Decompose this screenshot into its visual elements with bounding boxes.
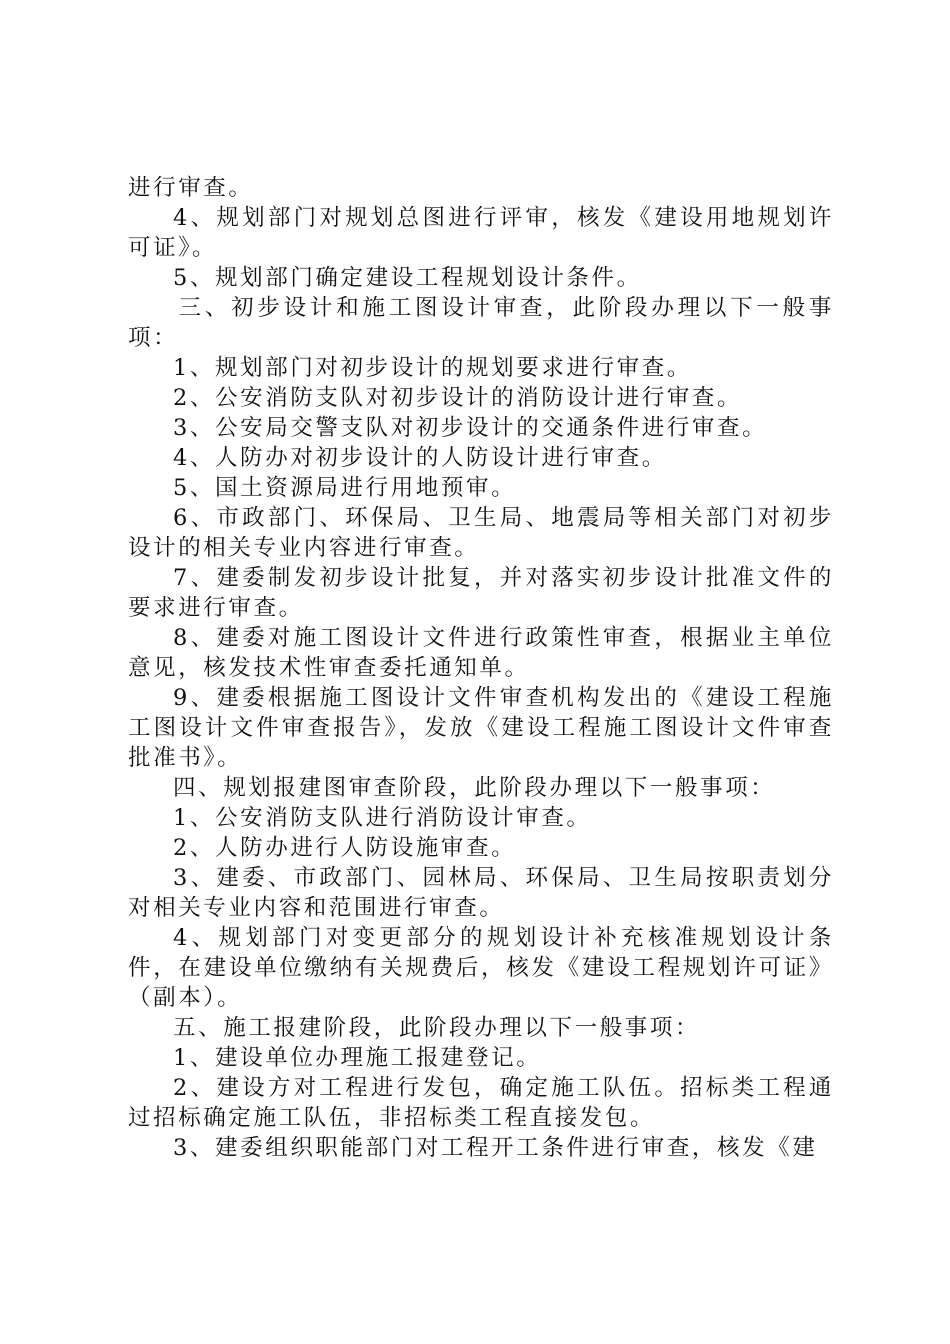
paragraph: 5、国土资源局进行用地预审。 — [173, 475, 517, 501]
paragraph: 2、建设方对工程进行发包，确定施工队伍。招标类工程通过招标确定施工队伍，非招标类工程直接发包。 — [128, 1075, 834, 1131]
paragraph: 9、建委根据施工图设计文件审查机构发出的《建设工程施工图设计文件审查报告》，发放《建设工程施工图设计文件审查批准书》。 — [128, 685, 834, 771]
paragraph: 5、规划部门确定建设工程规划设计条件。 — [173, 265, 642, 291]
document-body — [128, 173, 834, 1163]
paragraph: 3、建委、市政部门、园林局、环保局、卫生局按职责划分对相关专业内容和范围进行审查。 — [128, 865, 834, 921]
section-heading: 三、初步设计和施工图设计审查，此阶段办理以下一般事项： — [128, 295, 834, 351]
paragraph: 1、公安消防支队进行消防设计审查。 — [173, 805, 592, 831]
paragraph: 2、公安消防支队对初步设计的消防设计进行审查。 — [173, 385, 743, 411]
paragraph: 4、规划部门对规划总图进行评审，核发《建设用地规划许可证》。 — [128, 205, 834, 261]
section-heading: 四、规划报建图审查阶段，此阶段办理以下一般事项： — [173, 775, 776, 801]
paragraph: 4、规划部门对变更部分的规划设计补充核准规划设计条件，在建设单位缴纳有关规费后，核发《建设工程规划许可证》（副本）。 — [128, 925, 834, 1011]
paragraph: 1、规划部门对初步设计的规划要求进行审查。 — [173, 355, 692, 381]
paragraph: 3、建委组织职能部门对工程开工条件进行审查，核发《建 — [173, 1135, 818, 1161]
paragraph: 7、建委制发初步设计批复，并对落实初步设计批准文件的要求进行审查。 — [128, 565, 834, 621]
paragraph: 1、建设单位办理施工报建登记。 — [173, 1045, 542, 1071]
paragraph: 6、市政部门、环保局、卫生局、地震局等相关部门对初步设计的相关专业内容进行审查。 — [128, 505, 834, 561]
section-heading: 五、施工报建阶段，此阶段办理以下一般事项： — [173, 1015, 701, 1041]
paragraph: 8、建委对施工图设计文件进行政策性审查，根据业主单位意见，核发技术性审查委托通知单。 — [128, 625, 834, 681]
paragraph: 进行审查。 — [128, 175, 254, 201]
paragraph: 4、人防办对初步设计的人防设计进行审查。 — [173, 445, 667, 471]
paragraph: 3、公安局交警支队对初步设计的交通条件进行审查。 — [173, 415, 768, 441]
paragraph: 2、人防办进行人防设施审查。 — [173, 835, 517, 861]
